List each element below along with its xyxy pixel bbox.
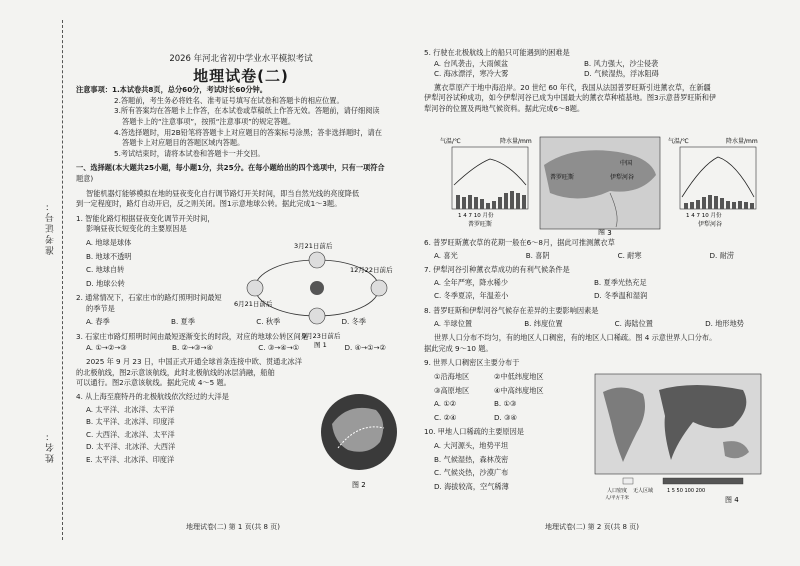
q6-opt-d: D. 耐涝 <box>709 250 734 260</box>
notes <box>76 85 406 159</box>
name-label: 姓名： <box>46 430 56 463</box>
yili-label: 伊犁河谷 <box>698 221 723 228</box>
q9-opt-c: C. ②④ <box>434 412 457 422</box>
q6-options <box>424 251 734 262</box>
section-heading-2: 题意) <box>76 173 94 183</box>
intro-2b: 的北极航线，图2示意该航线，此时北极航线的冰层消融，船舶 <box>76 367 275 377</box>
q4-opt-b: B. 太平洋、北冰洋、印度洋 <box>86 417 175 427</box>
q4-opt-d: D. 太平洋、北冰洋、大西洋 <box>86 442 176 452</box>
intro-3b: 伊犁河谷试种成功，如今伊犁河谷已成为中国最大的薰衣草种植基地。图3示意普罗旺斯和伊 <box>424 93 717 103</box>
q7-opt-a: A. 全年严寒，降水稀少 <box>434 277 509 287</box>
q8-opt-c: C. 海陆位置 <box>614 318 653 328</box>
earth-dec22 <box>371 280 387 296</box>
intro-2: 2025 年 9 月 23 日，中国正式开通全球首条连接中欧、贯通北冰洋 <box>86 357 302 367</box>
intro-1: 智能机器灯能够模拟在地的昼夜变化自行调节路灯开关时间，即当自然光线的亮度降低 <box>86 188 360 198</box>
section-heading: 一、选择题(本大题共25小题，每小题1分，共25分。在每小题给出的四个选项中，只有一项符合 <box>76 163 385 173</box>
notes-label: 注意事项： <box>76 85 112 95</box>
note-1: 1.本试卷共8页，总分60分，考试时长60分钟。 <box>111 85 267 95</box>
q9-opt-b: B. ①③ <box>494 399 517 409</box>
binding-strip <box>0 0 70 566</box>
sun-icon <box>310 281 324 295</box>
q4-stem: 4. 从上海至鹿特丹的北极航线依次经过的大洋是 <box>76 392 229 402</box>
legend-unit: 人/平方千米 <box>605 496 630 501</box>
q4-opt-a: A. 太平洋、北冰洋、太平洋 <box>86 404 175 414</box>
q8-stem: 8. 普罗旺斯和伊犁河谷气候存在差异的主要影响因素是 <box>424 305 599 315</box>
q10-opt-b: B. 气候湿热，森林茂密 <box>434 454 509 464</box>
provence-months: 1 4 7 10 月份 <box>458 213 494 219</box>
q1-opt-d: D. 地球公转 <box>86 278 125 288</box>
note-2: 2.答题前，考生务必将姓名、准考证号填写在试卷和答题卡的相应位置。 <box>114 95 344 105</box>
q9-stem: 9. 世界人口稠密区主要分布于 <box>424 358 520 368</box>
yili-temp-axis: 气温/℃ <box>668 138 689 145</box>
provence-chart <box>440 137 532 228</box>
q2-opt-c: C. 秋季 <box>256 317 281 327</box>
q6-opt-a: A. 喜光 <box>434 250 458 260</box>
world-population-map <box>593 372 765 504</box>
earth-sep23 <box>309 308 325 324</box>
q9-st-4: ④中高纬度地区 <box>494 385 544 395</box>
yili-precip-axis: 降水量/mm <box>726 138 758 145</box>
q6-stem: 6. 普罗旺斯薰衣草的花期一般在6～8月，据此可推测薰衣草 <box>424 238 615 247</box>
intro-3c: 犁河谷的位置及两地气候资料。据此完成6～8题。 <box>424 103 585 113</box>
q8-opt-b: B. 纬度位置 <box>524 318 563 328</box>
q5-opt-c: C. 海冰漂浮，寒冷大雾 <box>434 69 509 79</box>
map-label-china: 中国 <box>620 160 633 167</box>
q10-stem: 10. 甲地人口稀疏的主要原因是 <box>424 427 524 437</box>
q8-opt-a: A. 半球位置 <box>434 318 473 328</box>
arctic-route-figure <box>318 392 400 492</box>
intro-1b: 到一定程度时，路灯自动开启，反之则关闭。图1示意地球公转。据此完成1～3题。 <box>76 199 342 209</box>
note-3: 3.所有答案均在答题卡上作答，在本试卷或草稿纸上作答无效。答题前，请仔细阅读 <box>114 106 380 116</box>
footer-page-2: 地理试卷(二) 第 2 页(共 8 页) <box>545 523 639 531</box>
q3-opt-d: D. ④→①→② <box>344 342 386 352</box>
q2-opt-a: A. 春季 <box>86 317 110 327</box>
intro-4b: 据此完成 9～10 题。 <box>424 343 493 353</box>
label-sep23: 9月23日前后 <box>302 332 341 340</box>
figure-3-caption: 图 3 <box>598 229 612 235</box>
q3-opt-b: B. ②→③→④ <box>172 342 213 352</box>
intro-3: 薰衣草原产于地中海沿岸。20 世纪 60 年代，我国从法国普罗旺斯引进薰衣草，在新疆 <box>434 82 711 92</box>
exam-title: 2026 年河北省初中学业水平模拟考试 <box>169 54 313 64</box>
q8-opt-d: D. 地形地势 <box>705 318 744 328</box>
q8-options <box>424 319 744 330</box>
map-label-yili: 伊犁河谷 <box>610 174 635 181</box>
q2-opt-d: D. 冬季 <box>341 317 366 327</box>
q5-opt-a: A. 台风袭击，大雨倾盆 <box>434 58 509 68</box>
note-3b: 答题卡上的“注意事项”，按照“注意事项”的规定答题。 <box>122 116 296 126</box>
provence-temp-axis: 气温/℃ <box>440 138 461 145</box>
q2-opt-b: B. 夏季 <box>171 317 195 327</box>
q7-opt-b: B. 夏季光热充足 <box>594 277 647 287</box>
q5-stem: 5. 行驶在北极航线上的船只可能遇到的困难是 <box>424 48 570 57</box>
q7-options <box>424 278 754 302</box>
q3-stem: 3. 石家庄市路灯照明时间由最短逐渐变长的时段，对应的地球公转区间是 <box>76 332 308 342</box>
q5-opt-b: B. 风力强大，沙尘侵袭 <box>584 58 659 68</box>
exam-number-label: 准考证号： <box>46 200 56 255</box>
intro-4: 世界人口分布不均匀，有的地区人口稠密，有的地区人口稀疏。图 4 示意世界人口分布。 <box>434 333 717 343</box>
q1-opt-c: C. 地球自转 <box>86 265 125 275</box>
note-4b: 答题卡上对应题目的答题区域内答题。 <box>122 138 245 148</box>
q10-opt-c: C. 气候炎热，沙漠广布 <box>434 468 509 478</box>
yili-months: 1 4 7 10 月份 <box>686 213 722 219</box>
yili-chart <box>668 137 758 228</box>
intro-2c: 可以通行。图2示意该航线。据此完成 4～5 题。 <box>76 378 231 388</box>
orbit-figure <box>232 238 402 348</box>
label-mar21: 3月21日前后 <box>294 242 333 250</box>
q5-opt-d: D. 气候湿热，浮冰阻碍 <box>584 69 659 79</box>
q7-stem: 7. 伊犁河谷引种薰衣草成功的有利气候条件是 <box>424 265 570 275</box>
q4-opt-e: E. 太平洋、北冰洋、印度洋 <box>86 455 175 464</box>
label-dec22: 12月22日前后 <box>350 266 393 274</box>
note-5: 5.考试结束时，请将本试卷和答题卡一并交回。 <box>114 148 265 158</box>
q1-opt-b: B. 地球不透明 <box>86 251 132 261</box>
map-label-provence: 普罗旺斯 <box>550 174 575 181</box>
q5-options <box>424 59 734 80</box>
provence-label: 普罗旺斯 <box>468 221 493 228</box>
q7-opt-c: C. 冬季夏凉，年温差小 <box>434 291 509 301</box>
earth-jun21 <box>247 280 263 296</box>
provence-precip-axis: 降水量/mm <box>500 138 532 145</box>
binding-line <box>62 20 63 540</box>
figure-1-caption: 图 1 <box>314 341 327 348</box>
legend-title: 人口密度 <box>607 488 628 494</box>
legend-values: 1 5 50 100 200 <box>667 488 706 494</box>
q9-opt-a: A. ①② <box>434 399 457 409</box>
q7-opt-d: D. 冬季温和湿润 <box>594 291 648 301</box>
q9-opt-d: D. ③④ <box>494 412 517 422</box>
footer-page-1: 地理试卷(二) 第 1 页(共 8 页) <box>186 523 280 531</box>
q3-opt-c: C. ③→④→① <box>258 342 300 352</box>
q2-stem: 2. 通常情况下，石家庄市的路灯照明时间最短 <box>76 293 222 303</box>
q9-st-2: ②中低纬度地区 <box>494 371 544 381</box>
figure-2-caption: 图 2 <box>352 481 366 489</box>
q6-opt-c: C. 耐寒 <box>617 250 642 260</box>
figure-4-caption: 图 4 <box>725 496 739 504</box>
paper-title: 地理试卷(二) <box>193 66 289 85</box>
earth-mar21 <box>309 252 325 268</box>
q1-stem: 1. 智能化路灯根据昼夜变化调节开关时间， <box>76 213 215 223</box>
page-2 <box>424 48 764 115</box>
q9-statements <box>424 369 584 396</box>
q1-stem2: 影响昼夜长短变化的主要原因是 <box>86 224 187 234</box>
label-jun21: 6月21日前后 <box>234 300 273 308</box>
q4-opt-c: C. 大西洋、北冰洋、太平洋 <box>86 429 175 439</box>
location-map <box>540 137 660 229</box>
q9-options <box>424 396 584 423</box>
q10-opt-a: A. 大河源头，地势平坦 <box>434 440 509 450</box>
climate-figure <box>440 135 760 235</box>
q6-opt-b: B. 喜阴 <box>525 250 550 260</box>
note-4: 4.答选择题时，用2B铅笔将答题卡上对应题目的答案标号涂黑；答非选择题时，请在 <box>114 127 382 137</box>
q9-st-1: ①沿海地区 <box>434 371 470 381</box>
q9-st-3: ③高原地区 <box>434 385 470 395</box>
q3-opt-a: A. ①→②→③ <box>86 342 127 352</box>
q2-stem2: 的季节是 <box>86 303 115 313</box>
legend-none: 无人区域 <box>633 488 654 494</box>
q10-opt-d: D. 海拔较高，空气稀薄 <box>434 481 509 491</box>
q1-opt-a: A. 地球是球体 <box>86 237 132 247</box>
